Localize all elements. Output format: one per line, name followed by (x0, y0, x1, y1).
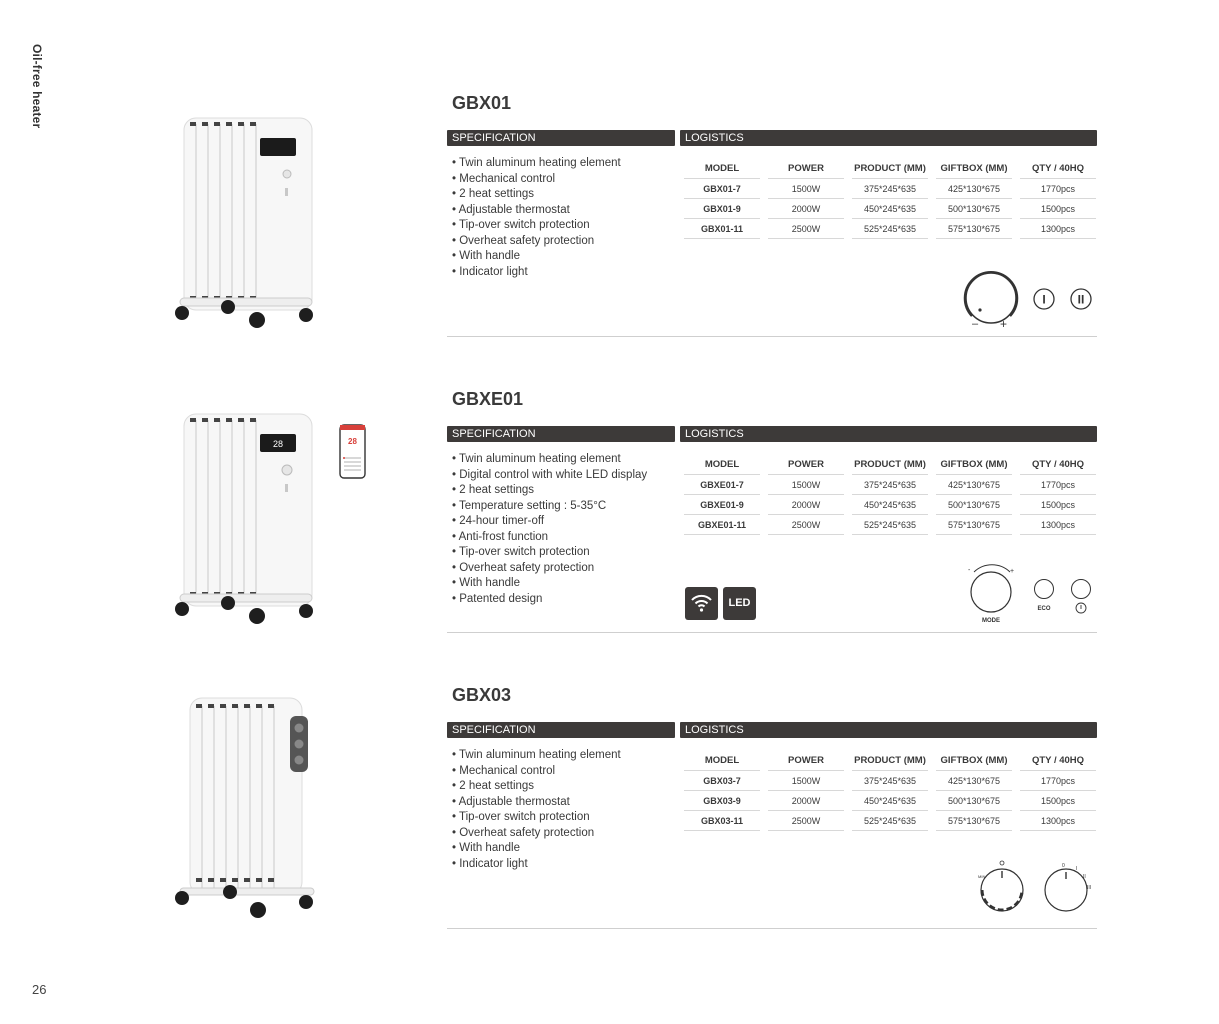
feature-list (452, 452, 647, 607)
col-header: POWER (768, 750, 844, 771)
cell: 525*245*635 (852, 219, 928, 239)
heater-display-text: 28 (272, 439, 284, 449)
table-header-row (684, 454, 1096, 475)
cell: 1500pcs (1020, 791, 1096, 811)
table-row (684, 811, 1096, 831)
cell: 575*130*675 (936, 811, 1012, 831)
cell: 425*130*675 (936, 179, 1012, 199)
cell: 525*245*635 (852, 811, 928, 831)
table-header-row (684, 750, 1096, 771)
dial-label-0: 0 (1062, 863, 1065, 869)
section-divider (447, 928, 1097, 929)
knob-minus-label: – (972, 318, 979, 330)
feature-item: • Twin aluminum heating element (452, 452, 647, 468)
cell: GBXE01-9 (684, 495, 760, 515)
led-badge: LED (723, 587, 756, 620)
cell: 500*130*675 (936, 495, 1012, 515)
feature-item: • 24-hour timer-off (452, 514, 647, 530)
cell: 450*245*635 (852, 791, 928, 811)
col-header: POWER (768, 454, 844, 475)
feature-item: • 2 heat settings (452, 187, 621, 203)
table-row (684, 179, 1096, 199)
switch-1-label: I (1042, 292, 1046, 307)
cell: 525*245*635 (852, 515, 928, 535)
dial-label-2: II (1083, 874, 1086, 880)
cell: 1500W (768, 179, 844, 199)
knob-plus-label: + (1000, 317, 1008, 330)
product-section-gbxe01 (0, 296, 1219, 624)
feature-item: • Overheat safety protection (452, 234, 621, 250)
smartphone-app-icon (339, 424, 367, 480)
cell: 1770pcs (1020, 771, 1096, 791)
cell: 575*130*675 (936, 219, 1012, 239)
feature-item: • Tip-over switch protection (452, 810, 621, 826)
feature-list (452, 156, 621, 280)
thermostat-dial-icon (972, 858, 1032, 918)
feature-item: • Digital control with white LED display (452, 468, 647, 484)
feature-item: • With handle (452, 249, 621, 265)
mode-label: MODE (982, 618, 1000, 624)
col-header: PRODUCT (MM) (852, 158, 928, 179)
svg-text:+: + (1010, 568, 1015, 575)
cell: GBX03-11 (684, 811, 760, 831)
cell: 500*130*675 (936, 791, 1012, 811)
phone-temp-text: 28 (348, 437, 357, 446)
feature-item: • With handle (452, 576, 647, 592)
cell: 2000W (768, 791, 844, 811)
switch-2-label: II (1077, 292, 1085, 307)
feature-item: • Indicator light (452, 265, 621, 281)
table-row (684, 475, 1096, 495)
feature-item: • Adjustable thermostat (452, 203, 621, 219)
heater-gbx03-image (170, 692, 320, 922)
product-section-gbx01 (0, 0, 1219, 330)
cell: GBX03-7 (684, 771, 760, 791)
cell: 1500W (768, 771, 844, 791)
cell: 2000W (768, 199, 844, 219)
logistics-header: LOGISTICS (680, 426, 1097, 442)
cell: 2500W (768, 219, 844, 239)
feature-item: • Twin aluminum heating element (452, 156, 621, 172)
feature-item: • Adjustable thermostat (452, 795, 621, 811)
specification-header: SPECIFICATION (447, 722, 675, 738)
feature-item: • Overheat safety protection (452, 561, 647, 577)
cell: GBXE01-11 (684, 515, 760, 535)
cell: 2500W (768, 811, 844, 831)
cell: 1500W (768, 475, 844, 495)
cell: 1770pcs (1020, 179, 1096, 199)
feature-item: • Tip-over switch protection (452, 218, 621, 234)
col-header: PRODUCT (MM) (852, 454, 928, 475)
product-title: GBX01 (452, 93, 512, 113)
feature-item: • Twin aluminum heating element (452, 748, 621, 764)
cell: GBX01-9 (684, 199, 760, 219)
feature-item: • Tip-over switch protection (452, 545, 647, 561)
feature-list (452, 748, 621, 872)
table-row (684, 495, 1096, 515)
col-header: QTY / 40HQ (1020, 750, 1096, 771)
col-header: QTY / 40HQ (1020, 158, 1096, 179)
cell: GBX03-9 (684, 791, 760, 811)
cell: 425*130*675 (936, 475, 1012, 495)
cell: 450*245*635 (852, 199, 928, 219)
feature-item: • Mechanical control (452, 172, 621, 188)
cell: 2500W (768, 515, 844, 535)
feature-item: • Mechanical control (452, 764, 621, 780)
col-header: GIFTBOX (MM) (936, 454, 1012, 475)
feature-item: • 2 heat settings (452, 483, 647, 499)
col-header: MODEL (684, 158, 760, 179)
feature-item: • Anti-frost function (452, 530, 647, 546)
cell: 1500pcs (1020, 495, 1096, 515)
cell: 450*245*635 (852, 495, 928, 515)
cell: 1300pcs (1020, 515, 1096, 535)
product-section-gbx03 (0, 592, 1219, 891)
cell: 1500pcs (1020, 199, 1096, 219)
table-row (684, 515, 1096, 535)
logistics-table (684, 750, 1096, 831)
col-header: GIFTBOX (MM) (936, 750, 1012, 771)
product-title: GBXE01 (452, 389, 524, 409)
col-header: POWER (768, 158, 844, 179)
table-row (684, 199, 1096, 219)
logistics-header: LOGISTICS (680, 130, 1097, 146)
specification-header: SPECIFICATION (447, 130, 675, 146)
cell: 425*130*675 (936, 771, 1012, 791)
specification-header: SPECIFICATION (447, 426, 675, 442)
cell: 575*130*675 (936, 515, 1012, 535)
dial-label-1: I (1076, 866, 1078, 872)
side-title: Oil-free heater (30, 44, 44, 129)
product-title: GBX03 (452, 685, 512, 705)
cell: 1770pcs (1020, 475, 1096, 495)
col-header: MODEL (684, 750, 760, 771)
feature-item: • 2 heat settings (452, 779, 621, 795)
svg-text:MIN: MIN (978, 874, 986, 879)
cell: 500*130*675 (936, 199, 1012, 219)
cell: 1300pcs (1020, 219, 1096, 239)
col-header: PRODUCT (MM) (852, 750, 928, 771)
logistics-table (684, 454, 1096, 535)
svg-text:-: - (968, 567, 971, 574)
table-header-row (684, 158, 1096, 179)
feature-item: • Temperature setting : 5-35°C (452, 499, 647, 515)
cell: 375*245*635 (852, 771, 928, 791)
col-header: GIFTBOX (MM) (936, 158, 1012, 179)
feature-item: • Overheat safety protection (452, 826, 621, 842)
table-row (684, 219, 1096, 239)
col-header: MODEL (684, 454, 760, 475)
cell: GBX01-11 (684, 219, 760, 239)
power-selector-dial-icon (1040, 858, 1098, 918)
dial-label-3: III (1087, 885, 1092, 891)
cell: 1300pcs (1020, 811, 1096, 831)
page-number: 26 (32, 982, 47, 997)
cell: 375*245*635 (852, 179, 928, 199)
col-header: QTY / 40HQ (1020, 454, 1096, 475)
logistics-table (684, 158, 1096, 239)
feature-item: • With handle (452, 841, 621, 857)
logistics-header: LOGISTICS (680, 722, 1097, 738)
cell: GBX01-7 (684, 179, 760, 199)
cell: GBXE01-7 (684, 475, 760, 495)
table-row (684, 771, 1096, 791)
eco-label: ECO (1037, 606, 1051, 612)
feature-item: • Indicator light (452, 857, 621, 873)
table-row (684, 791, 1096, 811)
cell: 2000W (768, 495, 844, 515)
feature-item: • Patented design (452, 592, 647, 608)
cell: 375*245*635 (852, 475, 928, 495)
